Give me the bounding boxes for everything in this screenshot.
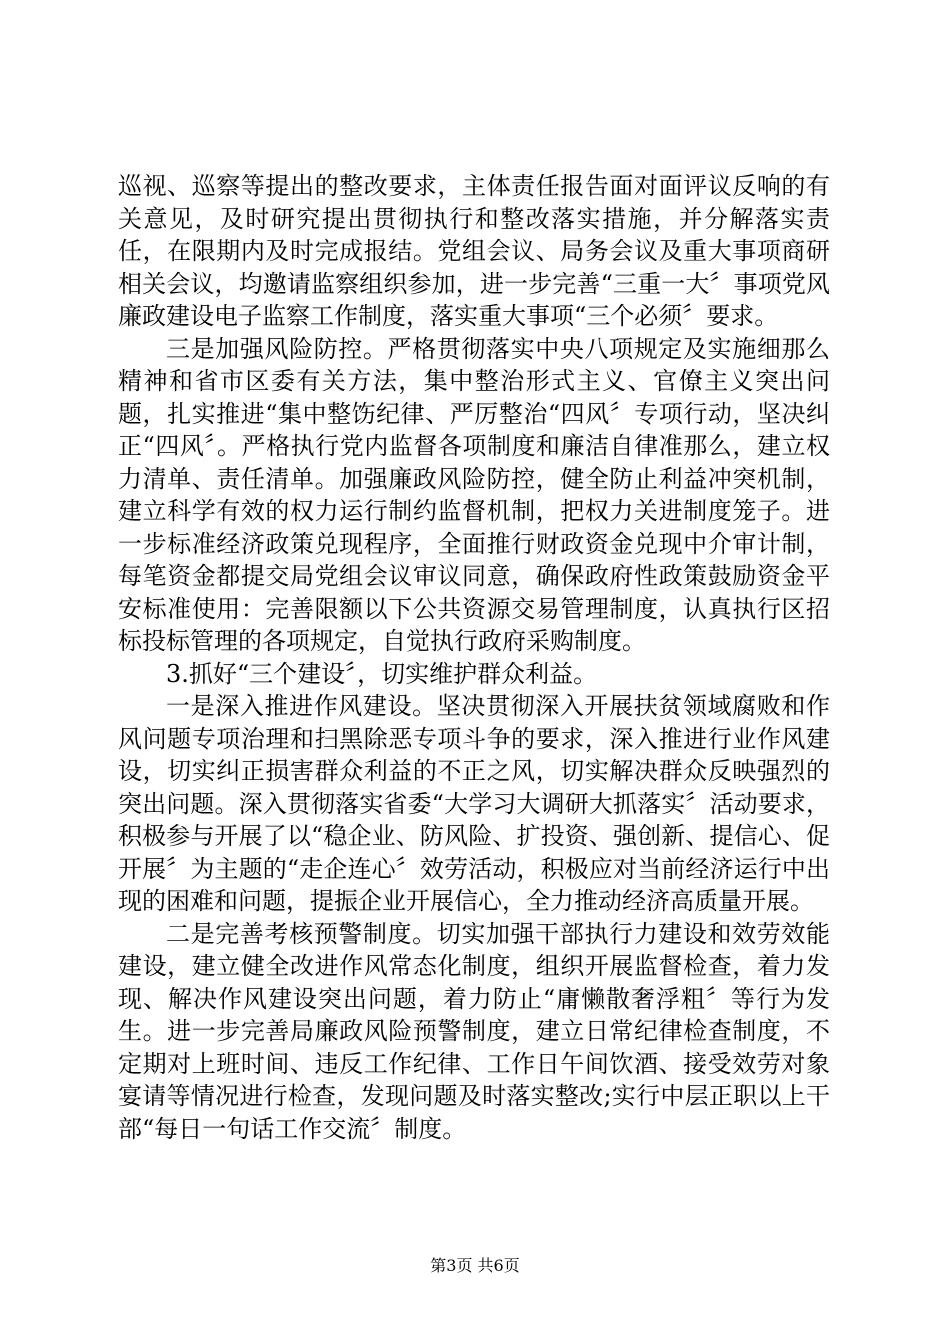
document-body xyxy=(118,170,830,1145)
paragraph-continuation: 巡视、巡察等提出的整改要求，主体责任报告面对面评议反响的有关意见，及时研究提出贯彻执行和整改落实措施，并分解落实责任，在限期内及时完成报结。党组会议、局务会议及重大事项商研相关会议，均邀请监察组织参加，进一步完善“三重一大〞事项党风廉政建设电子监察工作制度，落实重大事项“三个必须〞要求。 xyxy=(118,172,830,330)
paragraph-assessment-warning: 二是完善考核预警制度。切实加强干部执行力建设和效劳效能建设，建立健全改进作风常态化制度，组织开展监督检查，着力发现、解决作风建设突出问题，着力防止“庸懒散奢浮粗〞等行为发生。进一步完善局廉政风险预警制度，建立日常纪律检查制度，不定期对上班时间、违反工作纪律、工作日午间饮酒、接受效劳对象宴请等情况进行检查，发现问题及时落实整改;实行中层正职以上干部“每日一句话工作交流〞制度。 xyxy=(118,919,830,1143)
paragraph-work-style: 一是深入推进作风建设。坚决贯彻深入开展扶贫领域腐败和作风问题专项治理和扫黑除恶专项斗争的要求，深入推进行业作风建设，切实纠正损害群众利益的不正之风，切实解决群众反映强烈的突出问题。深入贯彻落实省委“大学习大调研大抓落实〞活动要求，积极参与开展了以“稳企业、防风险、扩投资、强创新、提信心、促开展〞为主题的“走企连心〞效劳活动，积极应对当前经济运行中出现的困难和问题，提振企业开展信心，全力推动经济高质量开展。 xyxy=(118,692,830,915)
page-footer: 第3页 共6页 xyxy=(430,1256,520,1275)
paragraph-risk-control: 三是加强风险防控。严格贯彻落实中央八项规定及实施细那么精神和省市区委有关方法，集中整治形式主义、官僚主义突出问题，扎实推进“集中整饬纪律、严厉整治“四风〞专项行动，坚决纠正“四风〞。严格执行党内监督各项制度和廉洁自律准那么，建立权力清单、责任清单。加强廉政风险防控，健全防止利益冲突机制，建立科学有效的权力运行制约监督机制，把权力关进制度笼子。进一步标准经济政策兑现程序，全面推行财政资金兑现中介审计制，每笔资金都提交局党组会议审议同意，确保政府性政策鼓励资金平安标准使用：完善限额以下公共资源交易管理制度，认真执行区招标投标管理的各项规定，自觉执行政府采购制度。 xyxy=(118,334,830,655)
section-heading-three-constructions: 3.抓好“三个建设〞，切实维护群众利益。 xyxy=(166,659,598,688)
